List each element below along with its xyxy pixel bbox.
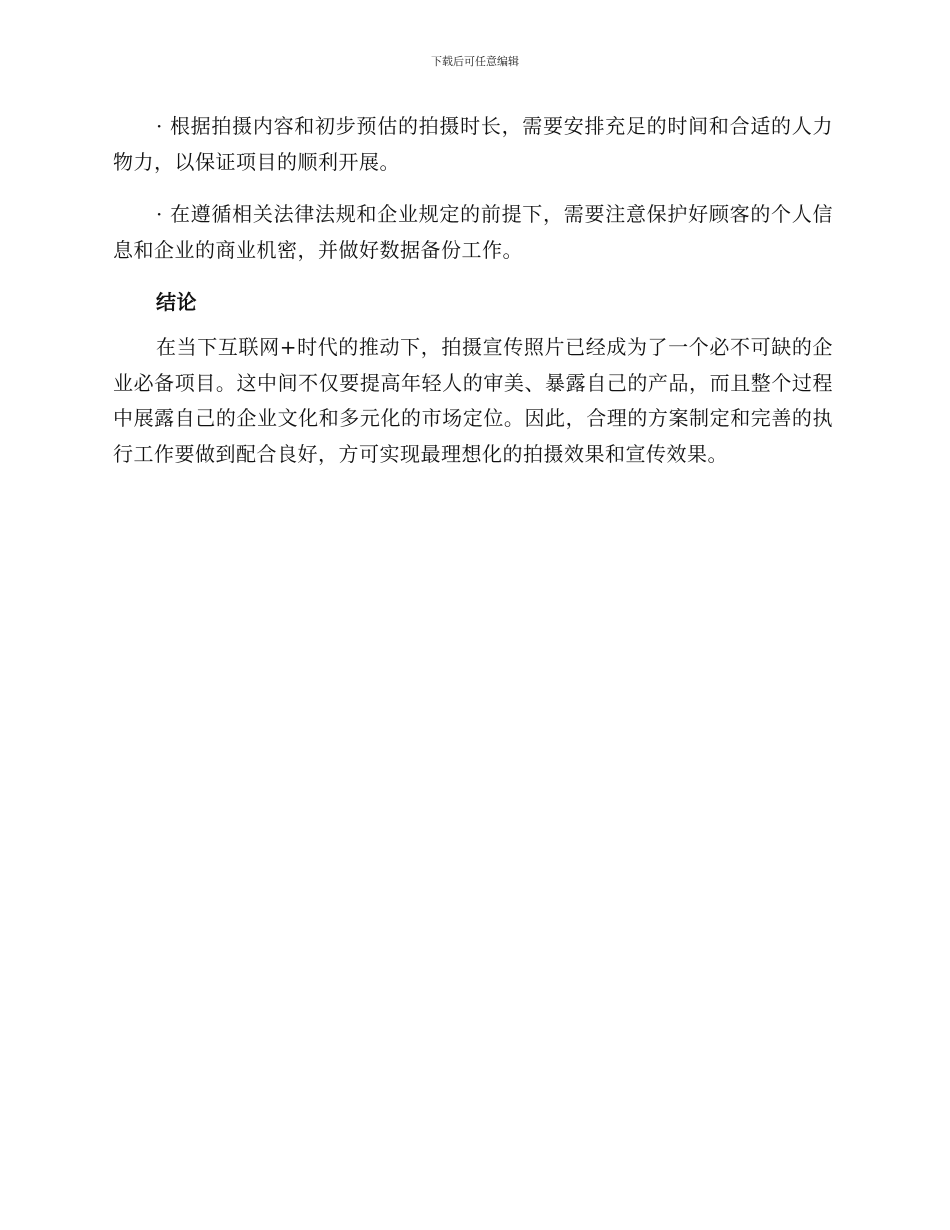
bullet-paragraph-privacy: · 在遵循相关法律法规和企业规定的前提下，需要注意保护好顾客的个人信息和企业的商业机密，并做好数据备份工作。 [113, 202, 833, 262]
bullet-paragraph-schedule: · 根据拍摄内容和初步预估的拍摄时长，需要安排充足的时间和合适的人力物力，以保证项目的顺利开展。 [113, 114, 833, 174]
conclusion-paragraph: 在当下互联网+时代的推动下，拍摄宣传照片已经成为了一个必不可缺的企业必备项目。这中间不仅要提高年轻人的审美、暴露自己的产品，而且整个过程中展露自己的企业文化和多元化的市场定位。因此，合理的方案制定和完善的执行工作要做到配合良好，方可实现最理想化的拍摄效果和宣传效果。 [113, 335, 833, 466]
page-header: 下载后可任意编辑 [431, 55, 519, 68]
document-body [113, 109, 833, 472]
conclusion-heading: 结论 [156, 290, 197, 314]
